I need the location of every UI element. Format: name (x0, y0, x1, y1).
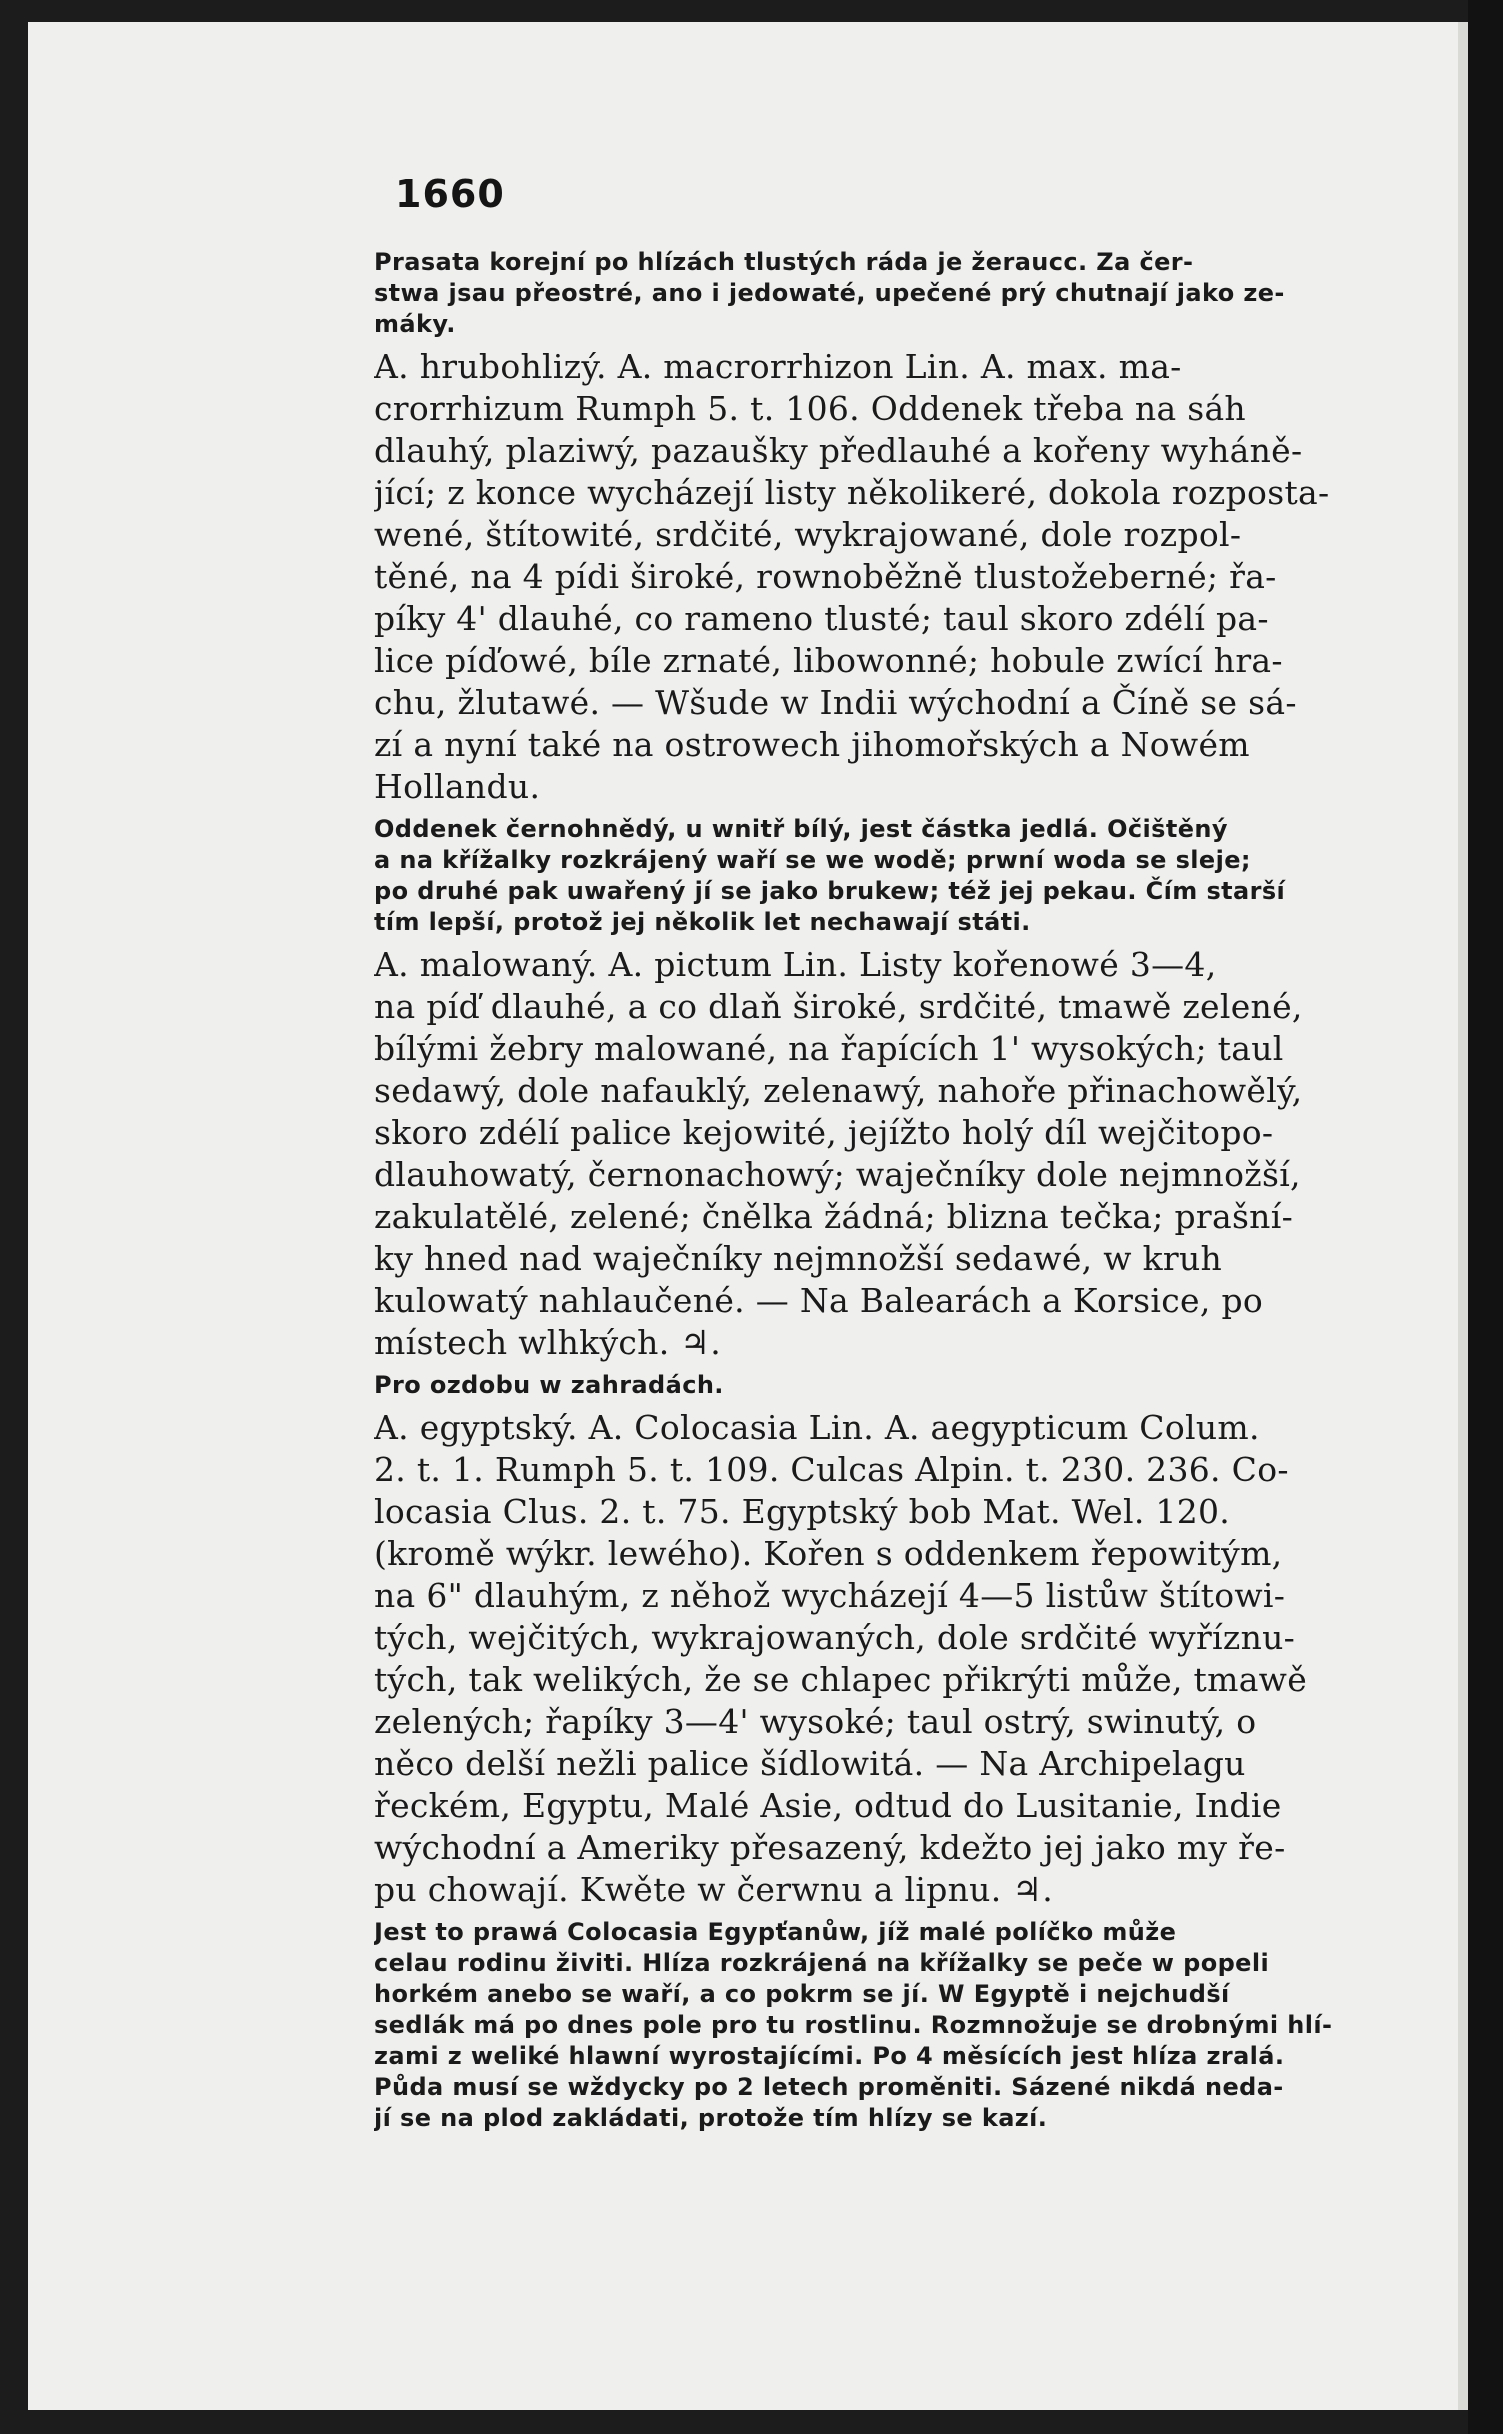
text-line: a na křížalky rozkrájený waří se we wodě; prwní woda se sleje; (374, 846, 1251, 874)
text-line: zelených; řapíky 3—4' wysoké; taul ostrý, swinutý, o (374, 1702, 1257, 1741)
text-line: tím lepší, protož jej několik let nechawají státi. (374, 908, 1031, 936)
text-line: zami z weliké hlawní wyrostajícími. Po 4 měsících jest hlíza zralá. (374, 2042, 1285, 2070)
text-line: Oddenek černohnědý, u wnitř bílý, jest částka jedlá. Očištěný (374, 815, 1228, 843)
text-line: dlauhowatý, černonachowý; waječníky dole nejmnožší, (374, 1155, 1301, 1194)
text-line: Pro ozdobu w zahradách. (374, 1371, 724, 1399)
text-line: horkém anebo se waří, a co pokrm se jí. W Egyptě i nejchudší (374, 1980, 1230, 2008)
text-line: sedlák má po dnes pole pro tu rostlinu. Rozmnožuje se drobnými hlí- (374, 2011, 1333, 2039)
text-line: chu, žlutawé. — Wšude w Indii wýchodní a Číně se sá- (374, 683, 1297, 722)
text-line: skoro zdélí palice kejowité, jejížto holý díl wejčitopo- (374, 1113, 1274, 1152)
text-line: po druhé pak uwařený jí se jako brukew; též jej pekau. Čím starší (374, 877, 1286, 905)
page-number: 1660 (395, 172, 505, 216)
note-paragraph (374, 1917, 1450, 2134)
text-line: locasia Clus. 2. t. 75. Egyptský bob Mat. Wel. 120. (374, 1492, 1231, 1531)
text-line: celau rodinu živiti. Hlíza rozkrájená na křížalky se peče w popeli (374, 1949, 1270, 1977)
text-line: jí se na plod zakládati, protože tím hlízy se kazí. (374, 2104, 1048, 2132)
text-line: něco delší nežli palice šídlowitá. — Na Archipelagu (374, 1744, 1246, 1783)
text-line: crorrhizum Rumph 5. t. 106. Oddenek třeba na sáh (374, 389, 1246, 428)
text-line: Prasata korejní po hlízách tlustých ráda je žeraucc. Za čer- (374, 248, 1194, 276)
text-line: ky hned nad waječníky nejmnožší sedawé, w kruh (374, 1239, 1223, 1278)
text-line: (kromě wýkr. lewého). Kořen s oddenkem řepowitým, (374, 1534, 1283, 1573)
body-paragraph (374, 346, 1450, 808)
text-line: A. malowaný. A. pictum Lin. Listy kořenowé 3—4, (374, 945, 1217, 984)
text-line: tých, tak welikých, že se chlapec přikrýti může, tmawě (374, 1660, 1308, 1699)
text-line: na píď dlauhé, a co dlaň široké, srdčité, tmawě zelené, (374, 987, 1303, 1026)
note-paragraph (374, 814, 1450, 938)
text-line: zakulatělé, zelené; čnělka žádná; blizna tečka; prašní- (374, 1197, 1294, 1236)
text-line: Půda musí se wždycky po 2 letech proměniti. Sázené nikdá neda- (374, 2073, 1284, 2101)
text-line: zí a nyní také na ostrowech jihomořských a Nowém (374, 725, 1250, 764)
text-line: pu chowají. Kwěte w čerwnu a lipnu. ♃. (374, 1870, 1053, 1909)
text-line: kulowatý nahlaučené. — Na Balearách a Korsice, po (374, 1281, 1264, 1320)
text-line: píky 4' dlauhé, co rameno tlusté; taul skoro zdélí pa- (374, 599, 1269, 638)
text-line: tých, wejčitých, wykrajowaných, dole srdčité wyříznu- (374, 1618, 1296, 1657)
text-line: lice píďowé, bíle zrnaté, libowonné; hobule zwící hra- (374, 641, 1283, 680)
text-line: Jest to prawá Colocasia Egypťanůw, jíž malé políčko může (374, 1918, 1177, 1946)
text-line: wené, štítowité, srdčité, wykrajowané, dole rozpol- (374, 515, 1242, 554)
text-line: sedawý, dole nafauklý, zelenawý, nahoře přinachowělý, (374, 1071, 1303, 1110)
text-line: těné, na 4 pídi široké, rownoběžně tlustožeberné; řa- (374, 557, 1277, 596)
text-line: jící; z konce wycházejí listy několikeré, dokola rozposta- (374, 473, 1330, 512)
text-line: A. egyptský. A. Colocasia Lin. A. aegypticum Colum. (374, 1408, 1260, 1447)
note-paragraph (374, 1370, 1450, 1401)
note-paragraph (374, 247, 1450, 340)
text-line: dlauhý, plaziwý, pazaušky předlauhé a kořeny wyháně- (374, 431, 1303, 470)
text-line: 2. t. 1. Rumph 5. t. 109. Culcas Alpin. t. 230. 236. Co- (374, 1450, 1289, 1489)
scan-edge (1468, 0, 1503, 2434)
text-line: místech wlhkých. ♃. (374, 1323, 721, 1362)
text-body (374, 247, 1450, 2134)
text-line: stwa jsau přeostré, ano i jedowaté, upečené prý chutnají jako ze- (374, 279, 1285, 307)
text-line: Hollandu. (374, 767, 541, 806)
text-line: řeckém, Egyptu, Malé Asie, odtud do Lusitanie, Indie (374, 1786, 1282, 1825)
page (28, 22, 1468, 2410)
text-line: wýchodní a Ameriky přesazený, kdežto jej jako my ře- (374, 1828, 1286, 1867)
body-paragraph (374, 944, 1450, 1364)
body-paragraph (374, 1407, 1450, 1911)
text-line: A. hrubohlizý. A. macrorrhizon Lin. A. max. ma- (374, 347, 1182, 386)
text-line: bílými žebry malowané, na řapících 1' wysokých; taul (374, 1029, 1284, 1068)
text-line: máky. (374, 310, 456, 338)
text-line: na 6" dlauhým, z něhož wycházejí 4—5 listůw štítowi- (374, 1576, 1286, 1615)
